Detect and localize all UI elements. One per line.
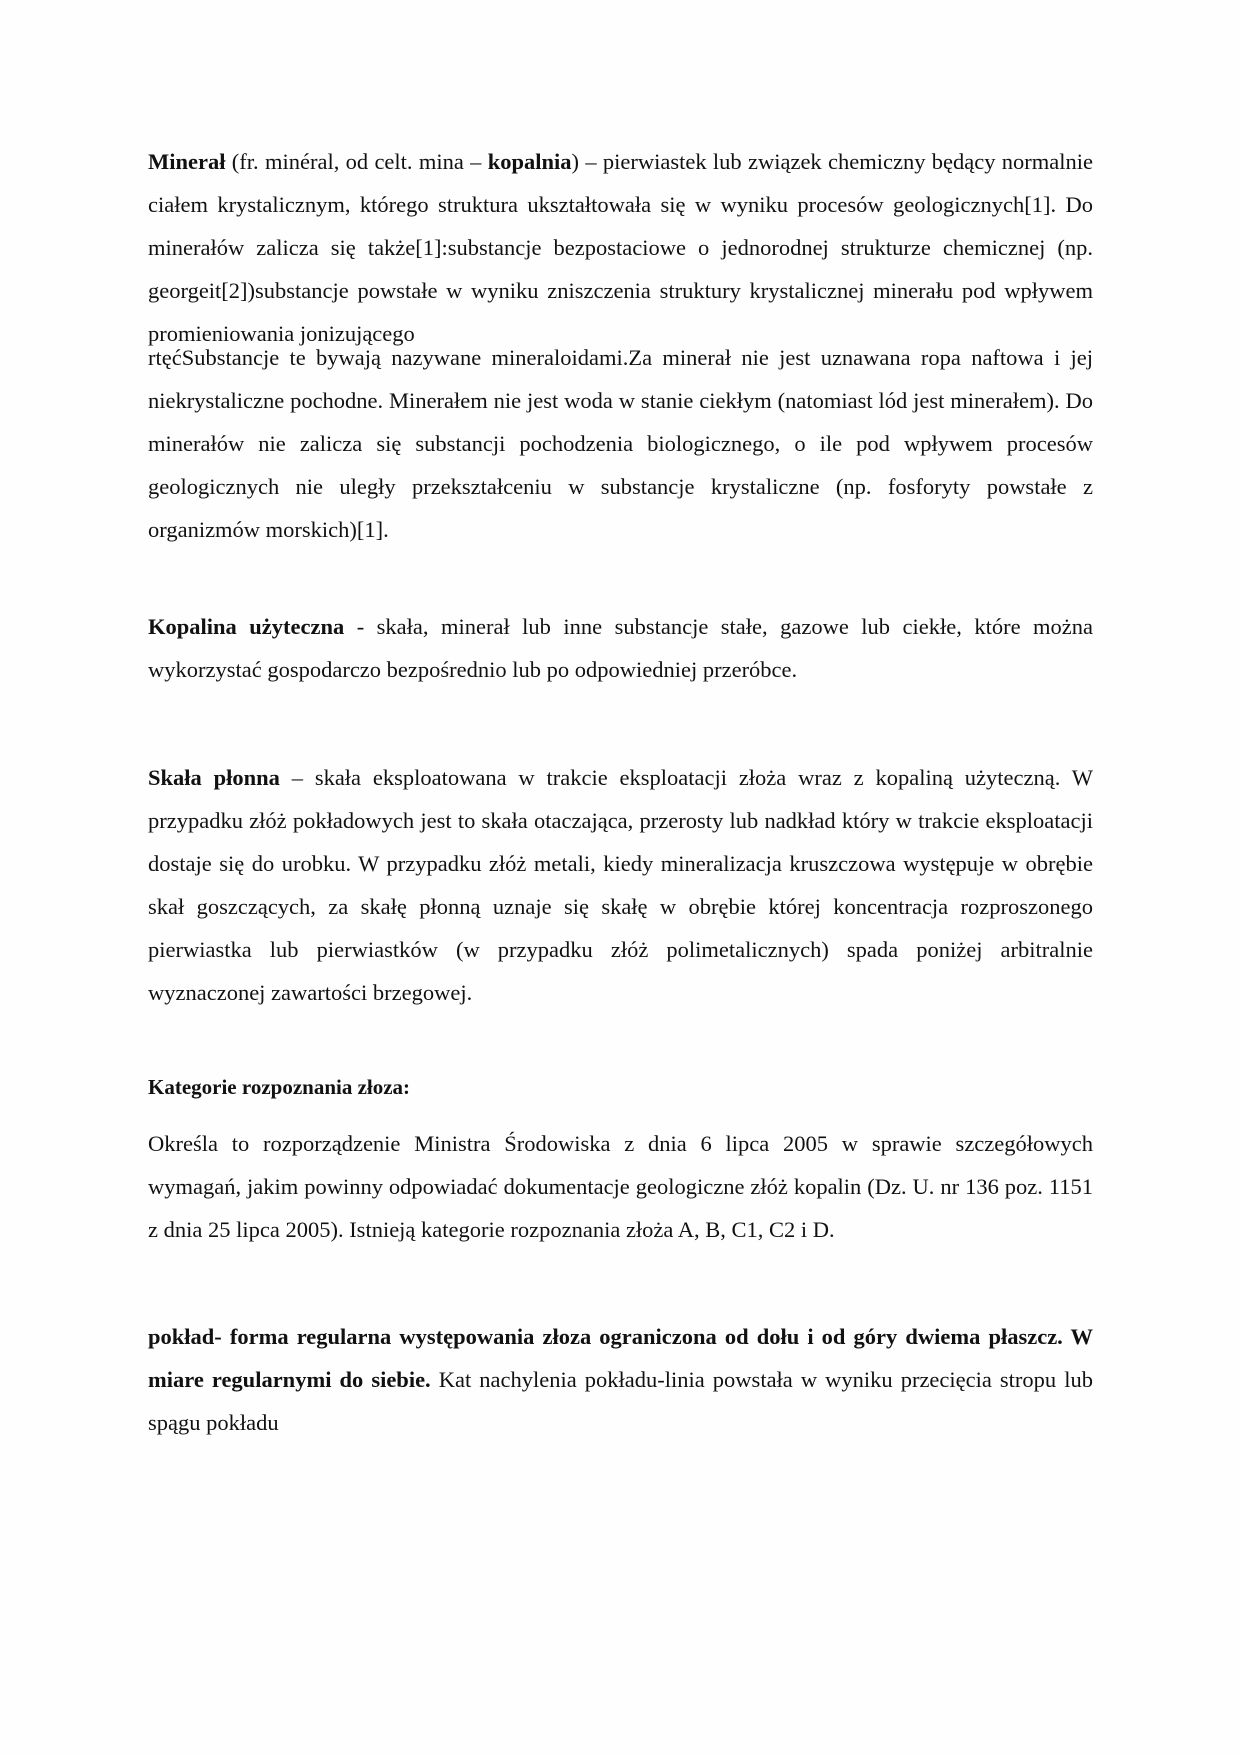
term-skala-plonna: Skała płonna: [148, 765, 280, 790]
paragraph-skala-plonna: [148, 756, 1093, 1014]
paragraph-poklad: [148, 1315, 1093, 1444]
text-segment: rtęćSubstancje te bywają nazywane mineraloidami.Za minerał nie jest uznawana ropa naftowa i jej niekrystaliczne pochodne. Minerałem nie jest woda w stanie ciekłym (natomiast lód jest minerałem). Do minerałów nie zalicza się substancji pochodzenia biologicznego, o ile pod wpływem procesów geologicznych nie uległy przekształceniu w substancje krystaliczne (np. fosforyty powstałe z organizmów morskich)[1].: [148, 345, 1093, 542]
term-kopalina-uzyteczna: Kopalina użyteczna: [148, 614, 345, 639]
term-mineral: Minerał: [148, 149, 226, 174]
paragraph-kategorie-rozporzadzenie: [148, 1122, 1093, 1251]
text-segment: - skała, minerał lub inne substancje stałe, gazowe lub ciekłe, które można wykorzystać gospodarczo bezpośrednio lub po odpowiedniej przeróbce.: [148, 614, 1093, 682]
term-kopalnia: kopalnia: [487, 149, 572, 174]
paragraph-mineraloidy: [148, 336, 1093, 551]
heading-kategorie-rozpoznania: Kategorie rozpoznania złoza:: [148, 1075, 411, 1099]
paragraph-kopalina-uzyteczna: [148, 605, 1093, 691]
term-poklad: pokład- forma regularna występowania złoza ograniczona od dołu i od góry dwiema płaszcz. W miare regularnymi do siebie.: [148, 1324, 1093, 1392]
paragraph-mineral-definition: [148, 140, 1093, 355]
text-segment: (fr. minéral, od celt. mina –: [225, 149, 488, 174]
text-segment: – skała eksploatowana w trakcie eksploatacji złoża wraz z kopaliną użyteczną. W przypadku złóż pokładowych jest to skała otaczająca, przerosty lub nadkład który w trakcie eksploatacji dostaje się do urobku. W przypadku złóż metali, kiedy mineralizacja kruszczowa występuje w obrębie skał goszczących, za skałę płonną uznaje się skałę w obrębie której koncentracja rozproszonego pierwiastka lub pierwiastków (w przypadku złóż polimetalicznych) spada poniżej arbitralnie wyznaczonej zawartości brzegowej.: [148, 765, 1093, 1005]
text-segment: ) – pierwiastek lub związek chemiczny będący normalnie ciałem krystalicznym, którego struktura ukształtowała się w wyniku procesów geologicznych[1]. Do minerałów zalicza się także[1]:substancje bezpostaciowe o jednorodnej strukturze chemicznej (np. georgeit[2])substancje powstałe w wyniku zniszczenia struktury krystalicznej minerału pod wpływem promieniowania jonizującego: [148, 149, 1094, 346]
text-segment: Kat nachylenia pokładu-linia powstała w wyniku przecięcia stropu lub spągu pokładu: [148, 1367, 1093, 1435]
text-segment: Określa to rozporządzenie Ministra Środowiska z dnia 6 lipca 2005 w sprawie szczegółowych wymagań, jakim powinny odpowiadać dokumentacje geologiczne złóż kopalin (Dz. U. nr 136 poz. 1151 z dnia 25 lipca 2005). Istnieją kategorie rozpoznania złoża A, B, C1, C2 i D.: [148, 1131, 1093, 1242]
